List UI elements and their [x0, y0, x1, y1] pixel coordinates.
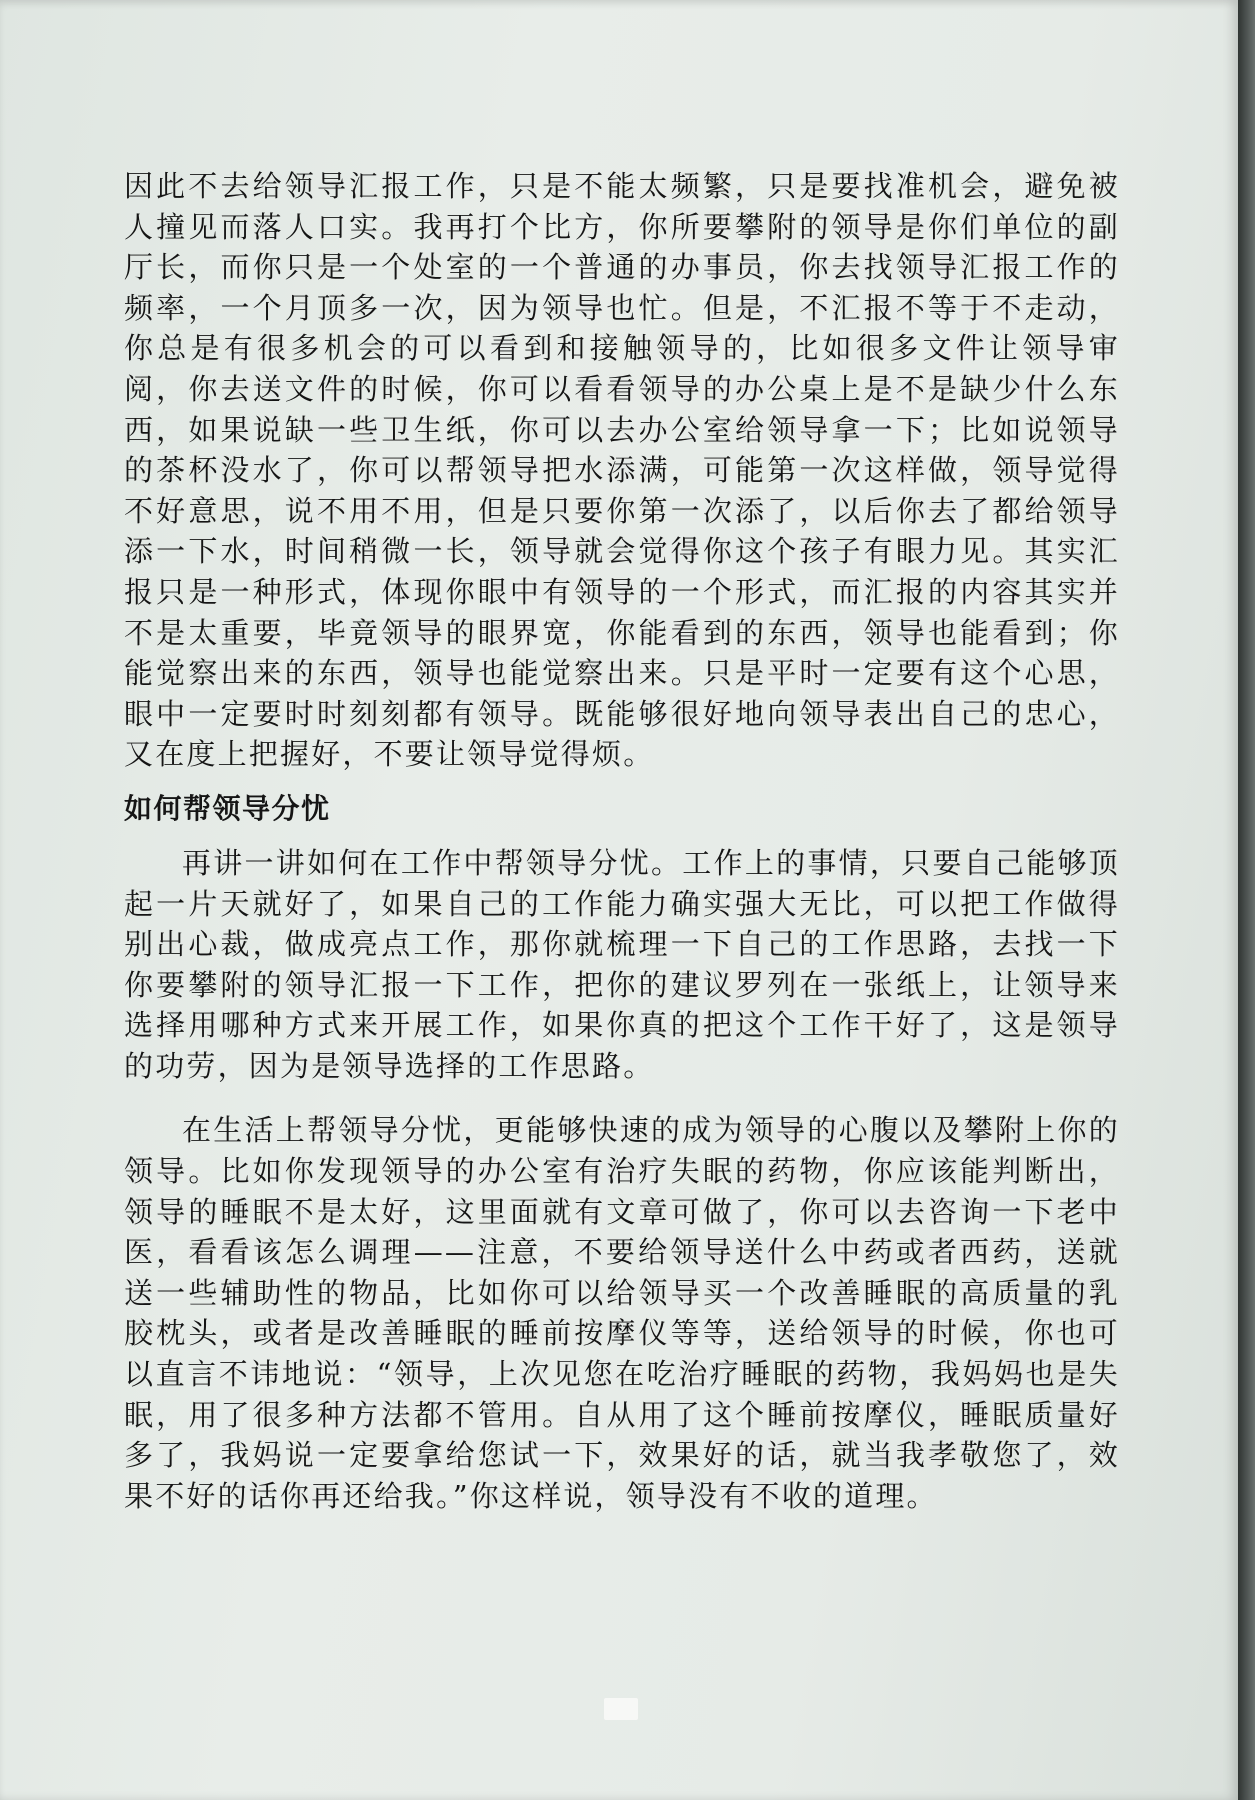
page-number [604, 1698, 638, 1720]
paragraph-2: 再讲一讲如何在工作中帮领导分忧。工作上的事情，只要自己能够顶起一片天就好了，如果自己的工作能力确实强大无比，可以把工作做得别出心裁，做成亮点工作，那你就梳理一下自己的工作思路，去找一下你要攀附的领导汇报一下工作，把你的建议罗列在一张纸上，让领导来选择用哪种方式来开展工作，如果你真的把这个工作干好了，这是领导的功劳，因为是领导选择的工作思路。 [124, 845, 1120, 1083]
page-edge-shadow [1238, 0, 1255, 1800]
page-body [124, 166, 1120, 1516]
paragraph-1: 因此不去给领导汇报工作，只是不能太频繁，只是要找准机会，避免被人撞见而落人口实。我再打个比方，你所要攀附的领导是你们单位的副厅长，而你只是一个处室的一个普通的办事员，你去找领导汇报工作的频率，一个月顶多一次，因为领导也忙。但是，不汇报不等于不走动，你总是有很多机会的可以看到和接触领导的，比如很多文件让领导审阅，你去送文件的时候，你可以看看领导的办公桌上是不是缺少什么东西，如果说缺一些卫生纸，你可以去办公室给领导拿一下；比如说领导的茶杯没水了，你可以帮领导把水添满，可能第一次这样做，领导觉得不好意思，说不用不用，但是只要你第一次添了，以后你去了都给领导添一下水，时间稍微一长，领导就会觉得你这个孩子有眼力见。其实汇报只是一种形式，体现你眼中有领导的一个形式，而汇报的内容其实并不是太重要，毕竟领导的眼界宽，你能看到的东西，领导也能看到；你能觉察出来的东西，领导也能觉察出来。只是平时一定要有这个心思，眼中一定要时时刻刻都有领导。既能够很好地向领导表出自己的忠心，又在度上把握好，不要让领导觉得烦。 [124, 169, 1120, 772]
paragraph-spacer [124, 1086, 1120, 1110]
section-heading: 如何帮领导分忧 [124, 791, 331, 825]
paragraph-3: 在生活上帮领导分忧，更能够快速的成为领导的心腹以及攀附上你的领导。比如你发现领导的办公室有治疗失眠的药物，你应该能判断出，领导的睡眠不是太好，这里面就有文章可做了，你可以去咨询一下老中医，看看该怎么调理——注意，不要给领导送什么中药或者西药，送就送一些辅助性的物品，比如你可以给领导买一个改善睡眠的高质量的乳胶枕头，或者是改善睡眠的睡前按摩仪等等，送给领导的时候，你也可以直言不讳地说：“领导，上次见您在吃治疗睡眠的药物，我妈妈也是失眠，用了很多种方法都不管用。自从用了这个睡前按摩仪，睡眠质量好多了，我妈说一定要拿给您试一下，效果好的话，就当我孝敬您了，效果不好的话你再还给我。”你这样说，领导没有不收的道理。 [124, 1113, 1120, 1513]
